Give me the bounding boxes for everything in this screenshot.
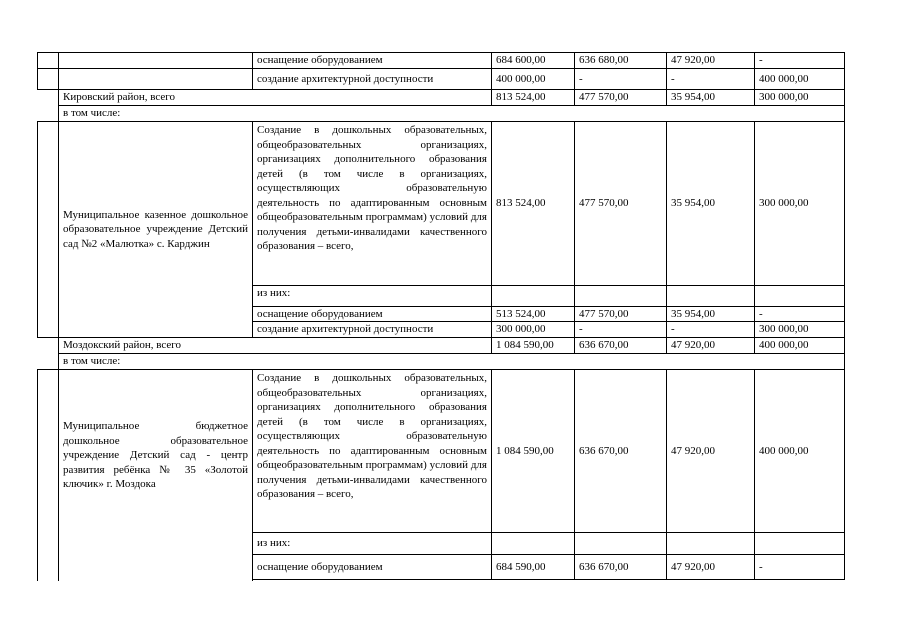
table-cell-value: 35 954,00 (666, 121, 755, 286)
table-cell-name (58, 52, 253, 69)
table-cell-name (58, 68, 253, 90)
table-cell-value: 300 000,00 (754, 89, 845, 106)
table-cell-value: 400 000,00 (491, 68, 575, 90)
table-cell-value (574, 285, 667, 307)
table-cell-value: 477 570,00 (574, 89, 667, 106)
district-total-label: Кировский район, всего (58, 89, 492, 106)
table-cell-value (574, 532, 667, 555)
table-cell-value: 400 000,00 (754, 337, 845, 354)
institution-name (58, 121, 253, 338)
table-cell-value: 47 920,00 (666, 554, 755, 580)
table-cell-value: 300 000,00 (754, 321, 845, 338)
table-cell-value: 636 670,00 (574, 369, 667, 533)
table-cell-value (666, 532, 755, 555)
table-cell-label: оснащение оборудованием (252, 306, 492, 322)
table-cell-value (754, 532, 845, 555)
table-cell-value: - (754, 52, 845, 69)
table-cell-value: 684 590,00 (491, 554, 575, 580)
table-cell-value: - (754, 554, 845, 580)
of-them-label: из них: (252, 532, 492, 555)
table-cell-value: 400 000,00 (754, 68, 845, 90)
table-cell-value: 47 920,00 (666, 52, 755, 69)
institution-name-text: Муниципальное казенное дошкольное образовательное учреждение Детский сад №2 «Малютка» с. Карджин (63, 208, 248, 250)
table-cell-value: 813 524,00 (491, 89, 575, 106)
table-cell-label: создание архитектурной доступности (252, 321, 492, 338)
table-cell-value: 35 954,00 (666, 89, 755, 106)
table-cell-value: 636 670,00 (574, 554, 667, 580)
table-cell-num (37, 369, 59, 581)
table-cell-value: 636 670,00 (574, 337, 667, 354)
table-cell-value (666, 285, 755, 307)
table-cell-value: 636 680,00 (574, 52, 667, 69)
subtotal-note: в том числе: (58, 353, 845, 370)
table-cell-num (37, 68, 59, 90)
table-cell-label: создание архитектурной доступности (252, 68, 492, 90)
table-cell-value: 35 954,00 (666, 306, 755, 322)
table-cell-value (491, 532, 575, 555)
institution-name (58, 369, 253, 581)
table-cell-num (37, 52, 59, 69)
table-cell-value: 477 570,00 (574, 306, 667, 322)
table-cell-value: 47 920,00 (666, 337, 755, 354)
table-cell-value: - (666, 321, 755, 338)
table-cell-value: - (574, 68, 667, 90)
table-cell-value: 300 000,00 (754, 121, 845, 286)
table-cell-value: 1 084 590,00 (491, 369, 575, 533)
of-them-label: из них: (252, 285, 492, 307)
subtotal-note: в том числе: (58, 105, 845, 122)
table-cell-num (37, 121, 59, 338)
table-cell-label: оснащение оборудованием (252, 554, 492, 580)
table-cell-value: - (574, 321, 667, 338)
table-cell-value: 477 570,00 (574, 121, 667, 286)
table-cell-value: - (754, 306, 845, 322)
table-cell-value: 684 600,00 (491, 52, 575, 69)
table-cell-value: 813 524,00 (491, 121, 575, 286)
program-description: Создание в дошкольных образовательных, общеобразовательных организациях, организациях дополнительного образования детей (в том числе в организациях, осуществляющих образовательную деятельность по адаптированным основным общеобразовательным программам) условий для получения детьми-инвалидами качественного образования – всего, (252, 369, 492, 533)
table-cell-value: 513 524,00 (491, 306, 575, 322)
district-total-label: Моздокский район, всего (58, 337, 492, 354)
table-cell-value: 300 000,00 (491, 321, 575, 338)
table-cell-value: - (666, 68, 755, 90)
table-cell-value: 1 084 590,00 (491, 337, 575, 354)
table-cell-value (491, 285, 575, 307)
table-cell-value (754, 285, 845, 307)
table-cell-label: оснащение оборудованием (252, 52, 492, 69)
program-description: Создание в дошкольных образовательных, общеобразовательных организациях, организациях дополнительного образования детей (в том числе в организациях, осуществляющих образовательную деятельность по адаптированным основным общеобразовательным программам) условий для получения детьми-инвалидами качественного образования – всего, (252, 121, 492, 286)
table-cell-value: 400 000,00 (754, 369, 845, 533)
institution-name-text: Муниципальное бюджетное дошкольное образовательное учреждение Детский сад - центр развития ребёнка № 35 «Золотой ключик» г. Моздока (63, 420, 248, 491)
table-cell-value: 47 920,00 (666, 369, 755, 533)
